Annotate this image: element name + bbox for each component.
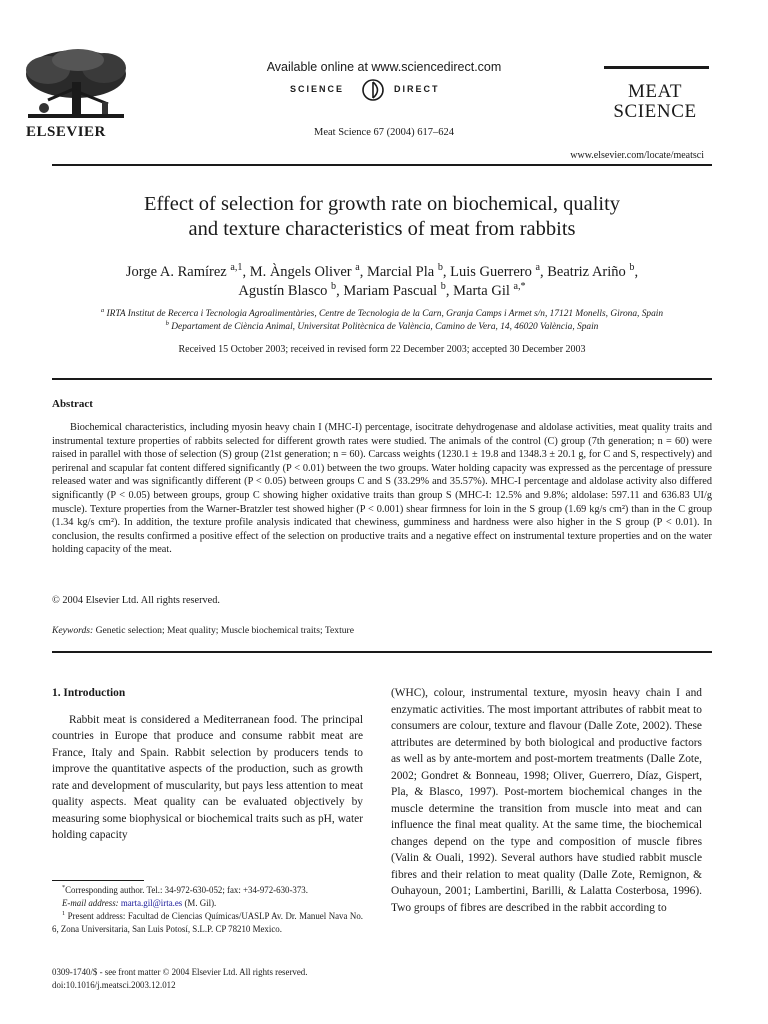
abstract-copyright: © 2004 Elsevier Ltd. All rights reserved.	[52, 595, 220, 606]
abstract-top-rule	[52, 378, 712, 380]
abstract-heading: Abstract	[52, 398, 93, 410]
author-name: Jorge A. Ramírez	[125, 264, 227, 280]
footnote-rule	[52, 880, 144, 881]
journal-title	[600, 82, 710, 122]
section-heading: 1. Introduction	[52, 687, 126, 699]
author-name: Mariam Pascual	[343, 283, 438, 299]
body-paragraph: Rabbit meat is considered a Mediterranean food. The principal countries in Europe that produce and consume rabbit meat are France, Italy and Spain. Rabbit selection by producers tends to improve the quantitative aspects of the production, such as growth rate and development of muscularity, but pays less attention to meat quality aspects. Meat quality can be evaluated objectively by measuring some biophysical or biochemical traits such as pH, water holding capacity	[52, 713, 363, 841]
keywords-label: Keywords:	[52, 625, 94, 636]
footnote-text: Corresponding author. Tel.: 34-972-630-052; fax: +34-972-630-373.	[65, 885, 308, 895]
footnote-corresponding	[52, 884, 363, 897]
author-name: Marcial Pla	[366, 264, 435, 280]
affiliation-b	[52, 321, 712, 334]
affiliation-mark: b	[165, 319, 169, 327]
affiliations	[52, 308, 712, 333]
author-affil-mark: a	[355, 262, 360, 274]
received-dates: Received 15 October 2003; received in revised form 22 December 2003; accepted 30 December 2003	[178, 344, 586, 355]
body-column-left	[52, 685, 363, 844]
keywords	[52, 625, 354, 636]
body-column-right	[391, 685, 702, 916]
footnotes	[52, 884, 363, 936]
journal-title-line1: MEAT	[627, 81, 683, 102]
footnote-mark: *	[62, 884, 66, 892]
email-label: E-mail address:	[62, 898, 119, 908]
affiliation-text: Departament de Ciència Animal, Universitat Politècnica de València, Camino de Vera, 14, 46020 València, Spain	[171, 321, 599, 332]
available-online-text: Available online at www.sciencedirect.com	[266, 60, 502, 74]
journal-url[interactable]: www.elsevier.com/locate/meatsci	[570, 150, 704, 161]
publisher-name: ELSEVIER	[26, 124, 106, 140]
footnote-email	[52, 897, 363, 910]
front-matter	[52, 966, 382, 992]
keywords-text: Genetic selection; Meat quality; Muscle biochemical traits; Texture	[95, 625, 354, 636]
sciencedirect-logo	[290, 78, 480, 102]
author-affil-mark: a,*	[513, 281, 526, 293]
author-name: Agustín Blasco	[238, 283, 328, 299]
email-link[interactable]: marta.gil@irta.es	[120, 898, 183, 908]
footnote-mark: 1	[62, 910, 66, 918]
affiliation-mark: a	[100, 306, 105, 314]
author-affil-mark: b	[440, 281, 446, 293]
journal-reference: Meat Science 67 (2004) 617–624	[314, 127, 454, 138]
affiliation-a	[52, 308, 712, 321]
doi-line[interactable]: doi:10.1016/j.meatsci.2003.12.012	[52, 980, 176, 990]
issn-line: 0309-1740/$ - see front matter © 2004 Elsevier Ltd. All rights reserved.	[52, 967, 308, 977]
author-affil-mark: a,1	[230, 262, 243, 274]
header-rule	[52, 164, 712, 166]
sciencedirect-left: SCIENCE	[290, 84, 345, 94]
paper-title	[52, 192, 712, 242]
author-affil-mark: b	[437, 262, 443, 274]
paper-title-line2: and texture characteristics of meat from rabbits	[188, 218, 576, 240]
author-name: M. Àngels Oliver	[249, 264, 352, 280]
journal-title-rule	[604, 66, 709, 69]
sciencedirect-d-icon	[358, 78, 388, 102]
author-name: Luis Guerrero	[450, 264, 532, 280]
footnote-text: Present address: Facultad de Ciencias Químicas/UASLP Av. Dr. Manuel Nava No. 6, Zona Universitaria, San Luis Potosí, S.L.P. CP 78210 Mexico.	[52, 911, 363, 934]
footnote-present-address	[52, 910, 363, 936]
abstract-bottom-rule	[52, 651, 712, 653]
sciencedirect-right: DIRECT	[394, 84, 440, 94]
paper-title-line1: Effect of selection for growth rate on biochemical, quality	[143, 193, 621, 215]
email-suffix: (M. Gil).	[184, 898, 217, 908]
body-paragraph: (WHC), colour, instrumental texture, myosin heavy chain I and enzymatic activities. The most important attributes of rabbit meat to consumers are colour, texture and flavour (Dalle Zote, 2002). These attributes are determined by both biological and productive factors as well as by ante-mortem and post-mortem treatments (Dalle Zote, 2002; Gondret & Bonneau, 1998; Oliver, Guerrero, Díaz, Gispert, Pla, & Blasco, 1997). Post-mortem biochemical changes in the muscle determine the transition from muscle into meat and can influence the final meat quality. At the same time, the biochemical changes depend on the type and composition of muscle fibres (Valin & Ouali, 1992). Several authors have studied rabbit muscle fibres and their relation to meat quality (Dalle Zote, Remignon, & Ouhayoun, 2001; Lambertini, Barilli, & Lalatta Costerbosa, 1996). Two groups of fibres are described in the rabbit according to	[391, 687, 702, 914]
author-list: Jorge A. Ramírez $^{a,1}$, M. Àngels Oliver $^a$, Marcial Pla $^b$, Luis Guerrero $^a$, Beatriz Ariño $^b$, Agustín Blasco $^b$, Mariam Pascual $^b$, Marta Gil $^{a,*}$	[125, 262, 639, 299]
author-affil-mark: b	[331, 281, 337, 293]
affiliation-text: IRTA Institut de Recerca i Tecnologia Agroalimentàries, Centre de Tecnologia de la Carn, Granja Camps i Armet s/n, 17121 Monells, Girona, Spain	[106, 309, 664, 319]
author-name: Marta Gil	[453, 283, 510, 299]
abstract-text: Biochemical characteristics, including myosin heavy chain I (MHC-I) percentage, isocitrate dehydrogenase and aldolase activities, meat quality traits and instrumental texture properties of rabbits selected for different growth rates were studied. The animals of the control (C) group (7th generation; n = 60) were raised in parallel with those of selection (S) group (21st generation; n = 60). Carcass weights (1230.1 ± 19.8 and 1348.3 ± 20.1 g, for C and S, respectively) and perirenal and scapular fat content differed significantly (P < 0.01) between the two groups. Water holding capacity was expressed as the percentage of pressure released water and was significantly different (P < 0.05) between groups C and S (33.29% and 35.57%). MHC-I percentage and aldolase activity also differed significantly (P < 0.05) between groups, group C showing higher oxidative traits than group S (MHC-I: 12.5% and 9.8%; aldolase: 597.11 and 636.83 UI/g muscle). Texture properties from the Warner-Bratzler test showed higher (P < 0.001) shear firmness for loin in the S group (1.69 kg/s cm²) than in the C group (1.34 kg/s cm²). In addition, the texture profile analysis indicated that chewiness, gumminess and hardness were also higher in the S group (P < 0.01). In conclusion, the results confirmed a positive effect of the selection on productive traits and a negative effect on instrumental texture properties and on the water holding capacity of the meat.	[52, 422, 712, 556]
author-name: Beatriz Ariño	[547, 264, 626, 280]
author-affil-mark: a	[535, 262, 540, 274]
author-affil-mark: b	[629, 262, 635, 274]
journal-title-line2: SCIENCE	[613, 101, 697, 122]
